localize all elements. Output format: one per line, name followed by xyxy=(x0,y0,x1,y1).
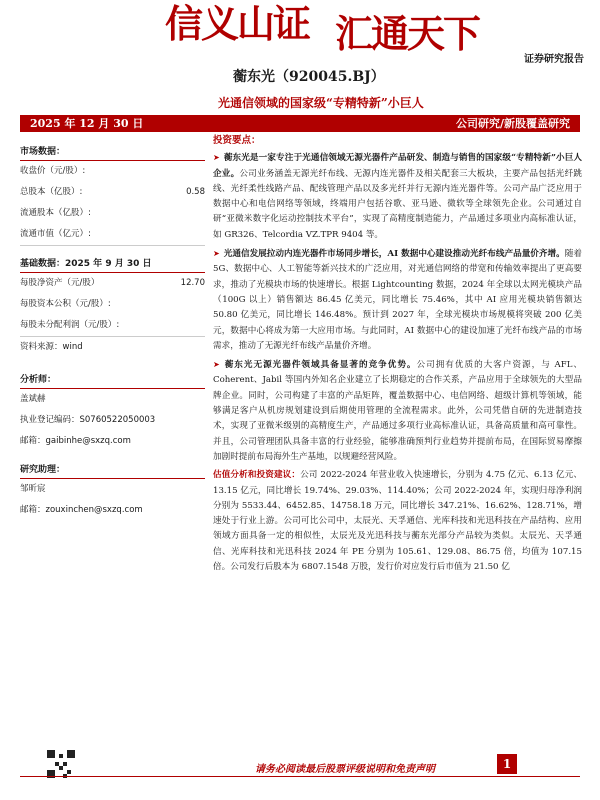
paragraph-body: 随着 5G、数据中心、人工智能等新兴技术的广泛应用，对光通信网络的带宽和传输效率提出了更高要求，推动了光模块市场的快速增长。根据 Lightcounting 数据，2024 年全球以太网光模块产品（100G 以上）销售额达 86.45 亿美元，同比增长 75.46%，其中 AI 应用光模块销售额达 50.80 亿美元，同比增长 146.48%。预计到 2027 年，全球光模块市场规模将突破 200 亿美元，数据中心将成为第一大应用市场。与此同时，AI 数据中心的建设加速了光纤布线产品的市场需求，推动了无源光纤布线产品量价齐增。 xyxy=(213,249,582,351)
basic-data-title: 基础数据：2025 年 9 月 30 日 xyxy=(20,259,152,269)
basic-row xyxy=(20,315,205,336)
assistant-email: 邮箱：zouxinchen@sxzq.com xyxy=(20,505,143,515)
basic-row xyxy=(20,294,205,315)
paragraph-2 xyxy=(213,246,582,354)
paragraph-lead: 光通信发展拉动内连光器件市场同步增长，AI 数据中心建设推动光纤布线产品量价齐增。 xyxy=(223,249,565,260)
basic-label: 每股未分配利润（元/股）: xyxy=(20,320,120,330)
bullet-icon: ➤ xyxy=(213,360,220,370)
section-heading: 投资要点： xyxy=(213,135,261,146)
market-row xyxy=(20,182,205,203)
assistant-title: 研究助理： xyxy=(20,465,66,475)
page-number: 1 xyxy=(497,754,517,774)
paragraph-lead: 蘅东光无源光器件领域具备显著的竞争优势。 xyxy=(223,360,417,371)
analyst-email: 邮箱：gaibinhe@sxzq.com xyxy=(20,436,131,446)
market-label: 流通股本（亿股）: xyxy=(20,208,91,218)
stock-name: 蘅东光（920045.BJ） xyxy=(233,69,385,85)
data-source: 资料来源：wind xyxy=(20,342,83,352)
analyst-cert: 执业登记编码：S0760522050003 xyxy=(20,415,156,425)
paragraph-lead: 估值分析和投资建议： xyxy=(213,470,301,481)
market-label: 流通市值（亿元）: xyxy=(20,229,91,239)
market-row xyxy=(20,224,205,245)
bullet-icon: ➤ xyxy=(213,153,220,163)
report-category: 公司研究/新股覆盖研究 xyxy=(455,117,570,130)
basic-label: 每股资本公积（元/股）: xyxy=(20,299,111,309)
assistant-name: 邹昕宸 xyxy=(20,484,46,494)
disclaimer: 请务必阅读最后股票评级说明和免责声明 xyxy=(255,764,435,775)
market-label: 总股本（亿股）: xyxy=(20,187,83,197)
paragraph-body: 公司业务涵盖无源光纤布线、无源内连光器件及相关配套三大板块，主要产品包括光纤跳线、光纤柔性线路产品、配线管理产品以及多光纤并行无源内连光器件等。公司产品广泛应用于数据中心和电信网络等领域，终端用户包括谷歌、亚马逊、微软等全球领先企业。公司通过自研“亚微米数字化运动控制技术平台”，实现了高精度制造能力，产品通过多项业内高标准认证，如 GR326、Telcordia VZ.TPR 9404 等。 xyxy=(213,168,582,240)
footer-line xyxy=(20,776,580,777)
report-date: 2025 年 12 月 30 日 xyxy=(30,117,144,130)
qr-code-icon xyxy=(47,750,75,778)
paragraph-4 xyxy=(213,468,582,575)
paragraph-3 xyxy=(213,357,582,465)
paragraph-1 xyxy=(213,150,582,243)
report-subtitle: 光通信领域的国家级“专精特新”小巨人 xyxy=(218,96,424,110)
basic-row xyxy=(20,273,205,294)
brand-slogan-right: 汇通天下 xyxy=(335,12,480,56)
basic-label: 每股净资产（元/股） xyxy=(20,278,100,288)
market-label: 收盘价（元/股）: xyxy=(20,166,86,176)
market-data-title: 市场数据： xyxy=(20,147,66,157)
brand-slogan-left: 信义山证 xyxy=(165,2,310,46)
market-value: 0.58 xyxy=(186,187,205,197)
main-content xyxy=(213,133,582,578)
paragraph-body: 公司拥有优质的大客户资源，与 AFL、Coherent、Jabil 等国内外知名企业建立了长期稳定的合作关系，产品应用于全球领先的大型品牌企业。同时，公司构建了丰富的产品矩阵，覆盖数据中心、电信网络、超级计算机等领域，能够满足客户从机房规划建设到后期使用管理的全流程需求。此外，公司凭借自研的先进制造技术，实现了亚微米级别的高精度生产，产品通过多项行业高标准认证，具备高质量和高可靠性。并且，公司管理团队具备丰富的行业经验，能够准确预判行业趋势并提前布局，在国际贸易摩擦加剧时提前布局海外生产基地，以规避经营风险。 xyxy=(213,360,582,462)
report-type: 证券研究报告 xyxy=(524,54,584,65)
market-row xyxy=(20,203,205,224)
basic-value: 12.70 xyxy=(180,278,205,288)
bullet-icon: ➤ xyxy=(213,249,220,259)
paragraph-body: 公司 2022-2024 年营业收入快速增长，分别为 4.75 亿元、6.13 亿元、13.15 亿元，同比增长 19.74%、29.03%、114.40%；公司 2022-2024 年，实现归母净利润分别为 5533.44、6452.85、14758.18 万元，同比增长 347.21%、16.62%、128.71%，增速处于行业上游。公司可比公司中，太辰光、天孚通信、光库科技和光迅科技在产品结构、应用领域方面具备一定的相似性，太辰光及光迅科技与蘅东光部分产品较为类似。太辰光、天孚通信、光库科技和光迅科技 2024 年 PE 分别为 105.61、129.08、86.75 倍，均值为 107.15 倍。公司发行后股本为 6807.1548 万股，发行价对应发行后市值为 21.50 亿 xyxy=(213,470,582,573)
analyst-title: 分析师： xyxy=(20,375,57,385)
analyst-name: 盖斌赫 xyxy=(20,394,46,404)
paragraph-lead: 蘅东光是一家专注于光通信领域无源光器件产品研发、制造与销售的国家级“专精特新”小巨人企业。 xyxy=(213,153,582,179)
divider xyxy=(20,245,205,246)
market-row xyxy=(20,161,205,182)
sidebar xyxy=(20,134,205,521)
